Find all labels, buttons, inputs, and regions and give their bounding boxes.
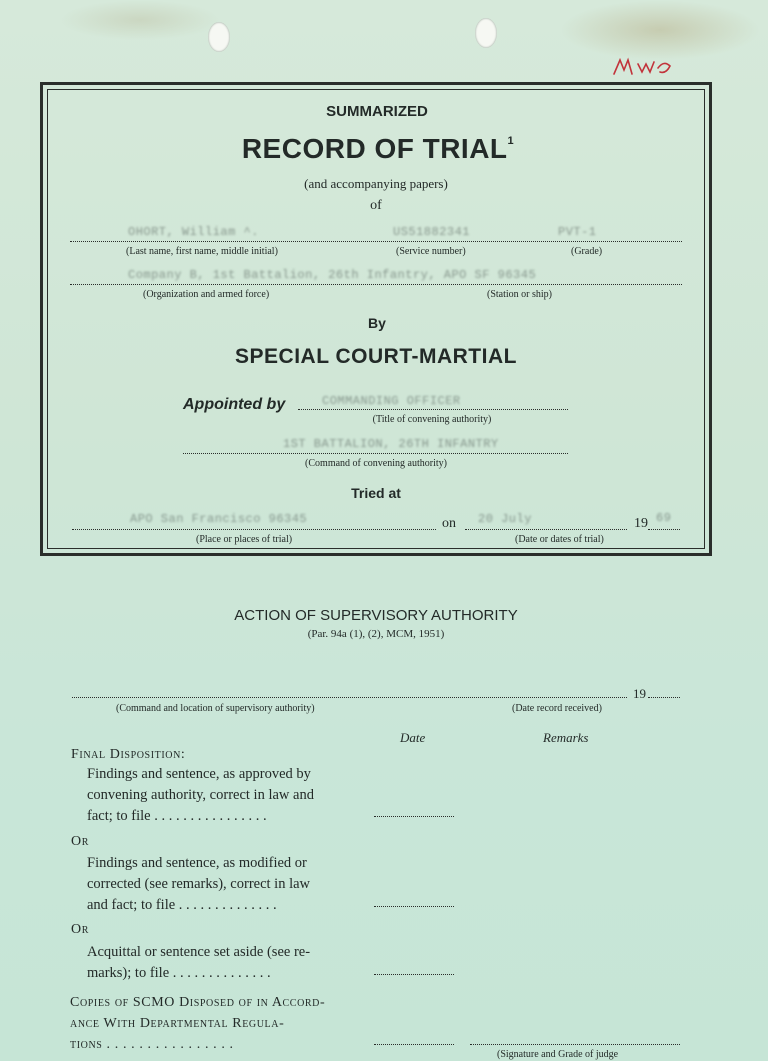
punch-hole-right bbox=[475, 18, 497, 48]
option-approved-line: Findings and sentence, as approved by bbox=[87, 766, 311, 782]
supervisory-reference: (Par. 94a (1), (2), MCM, 1951) bbox=[307, 628, 445, 640]
accused-line bbox=[70, 241, 682, 242]
convening-command-value: 1ST BATTALION, 26TH INFANTRY bbox=[283, 437, 499, 451]
option-approved-line: fact; to file . . . . . . . . . . . . . . . . bbox=[87, 808, 267, 824]
option-acquittal-line: marks); to file . . . . . . . . . . . . . . bbox=[87, 965, 271, 981]
of-label: of bbox=[370, 198, 382, 213]
supervisory-title: ACTION OF SUPERVISORY AUTHORITY bbox=[234, 607, 518, 624]
on-label: on bbox=[442, 516, 456, 531]
option-approved-date-line bbox=[374, 816, 454, 817]
title-text: RECORD OF TRIAL bbox=[241, 133, 508, 164]
year-line bbox=[648, 529, 680, 530]
copies-line: Copies of SCMO Disposed of in Accord- bbox=[70, 995, 326, 1010]
year-prefix: 19 bbox=[634, 516, 648, 531]
supervisory-year-prefix: 19 bbox=[633, 686, 646, 701]
summarized-heading: SUMMARIZED bbox=[326, 103, 428, 120]
name-field-label: (Last name, first name, middle initial) bbox=[126, 246, 278, 257]
option-acquittal-date-line bbox=[374, 974, 454, 975]
service-number: US51882341 bbox=[393, 225, 471, 239]
convening-title-line bbox=[298, 409, 568, 410]
record-of-trial-title bbox=[242, 133, 514, 165]
option-modified-line: corrected (see remarks), correct in law bbox=[87, 876, 311, 892]
appointed-by-label: Appointed by bbox=[183, 396, 286, 413]
subtitle: (and accompanying papers) bbox=[304, 176, 448, 191]
convening-title-label: (Title of convening authority) bbox=[372, 414, 492, 425]
date-column-header: Date bbox=[400, 730, 426, 745]
supervisory-command-line bbox=[72, 697, 627, 698]
option-approved-line: convening authority, correct in law and bbox=[87, 787, 314, 803]
supervisory-command-label: (Command and location of supervisory authority) bbox=[116, 703, 315, 714]
by-label: By bbox=[368, 315, 386, 331]
paper-stain bbox=[60, 0, 220, 40]
trial-date-value: 20 July bbox=[478, 512, 532, 526]
date-received-label: (Date record received) bbox=[512, 703, 602, 714]
option-modified-line: Findings and sentence, as modified or bbox=[87, 855, 307, 871]
service-number-label: (Service number) bbox=[396, 246, 466, 257]
red-ink-initials bbox=[612, 56, 676, 78]
or-label: Or bbox=[71, 834, 89, 849]
option-modified-text bbox=[87, 853, 310, 916]
tried-at-label: Tried at bbox=[351, 485, 401, 501]
trial-date-line bbox=[465, 529, 627, 530]
option-acquittal-text bbox=[87, 942, 310, 984]
copies-date-line bbox=[374, 1044, 454, 1045]
place-label: (Place or places of trial) bbox=[196, 534, 293, 545]
copies-line: ance With Departmental Regula- bbox=[70, 1016, 285, 1031]
remarks-column-header: Remarks bbox=[543, 730, 589, 745]
grade-value: PVT-1 bbox=[558, 225, 597, 239]
signature-line bbox=[470, 1044, 680, 1045]
court-type-title: SPECIAL COURT-MARTIAL bbox=[235, 345, 517, 368]
station-label: (Station or ship) bbox=[487, 289, 552, 300]
convening-command-line bbox=[183, 453, 568, 454]
option-modified-line: and fact; to file . . . . . . . . . . . . . . bbox=[87, 897, 277, 913]
trial-place-value: APO San Francisco 96345 bbox=[130, 512, 308, 526]
paper-stain bbox=[560, 0, 760, 60]
option-modified-date-line bbox=[374, 906, 454, 907]
copies-scmo-text bbox=[70, 992, 325, 1055]
accused-name: OHORT, William ^. bbox=[128, 225, 259, 239]
organization-label: (Organization and armed force) bbox=[143, 289, 270, 300]
trial-place-line bbox=[72, 529, 436, 530]
title-footnote: 1 bbox=[507, 134, 515, 147]
signature-label: (Signature and Grade of judge bbox=[497, 1049, 619, 1060]
final-disposition-heading: Final Disposition: bbox=[71, 747, 186, 762]
option-acquittal-line: Acquittal or sentence set aside (see re- bbox=[87, 944, 311, 960]
trial-year-value: 69 bbox=[656, 511, 672, 525]
copies-line: tions . . . . . . . . . . . . . . . . bbox=[70, 1037, 234, 1052]
date-label: (Date or dates of trial) bbox=[515, 534, 604, 545]
organization-value: Company B, 1st Battalion, 26th Infantry, APO SF 96345 bbox=[128, 268, 537, 282]
convening-command-label: (Command of convening authority) bbox=[305, 458, 447, 469]
supervisory-year-line bbox=[648, 697, 680, 698]
organization-line bbox=[70, 284, 682, 285]
convening-title-value: COMMANDING OFFICER bbox=[322, 394, 461, 408]
option-approved-text bbox=[87, 764, 314, 827]
grade-label: (Grade) bbox=[571, 246, 603, 257]
or-label: Or bbox=[71, 922, 89, 937]
